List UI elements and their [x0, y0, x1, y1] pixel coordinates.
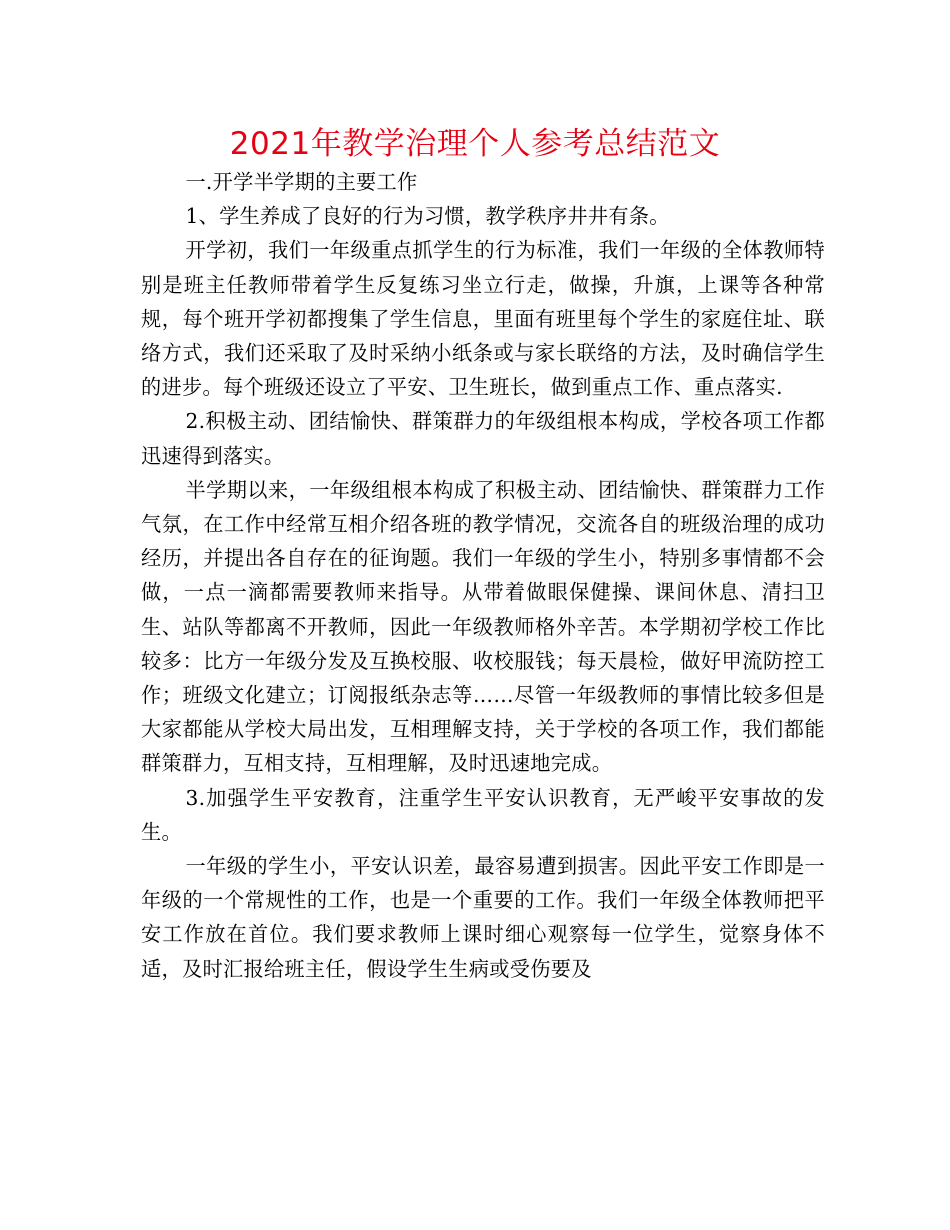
document-title: 2021年教学治理个人参考总结范文 [229, 126, 721, 162]
paragraph: 1、学生养成了良好的行为习惯，教学秩序井井有条。 [185, 204, 670, 229]
paragraph: 开学初，我们一年级重点抓学生的行为标准，我们一年级的全体教师特别是班主任教师带着学生反复练习坐立行走，做操，升旗，上课等各种常规，每个班开学初都搜集了学生信息，里面有班里每个学生的家庭住址、联络方式，我们还采取了及时采纳小纸条或与家长联络的方法，及时确信学生的进步。每个班级还设立了平安、卫生班长，做到重点工作、重点落实. [141, 238, 825, 400]
paragraph: 3.加强学生平安教育，注重学生平安认识教育，无严峻平安事故的发生。 [141, 785, 825, 844]
paragraph: 2.积极主动、团结愉快、群策群力的年级组根本构成，学校各项工作都迅速得到落实。 [141, 409, 825, 468]
paragraph: 半学期以来，一年级组根本构成了积极主动、团结愉快、群策群力工作气氛，在工作中经常互相介绍各班的教学情况，交流各自的班级治理的成功经历，并提出各自存在的征询题。我们一年级的学生小，特别多事情都不会做，一点一滴都需要教师来指导。从带着做眼保健操、课间休息、清扫卫生、站队等都离不开教师，因此一年级教师格外辛苦。本学期初学校工作比较多：比方一年级分发及互换校服、收校服钱；每天晨检，做好甲流防控工作；班级文化建立；订阅报纸杂志等……尽管一年级教师的事情比较多但是大家都能从学校大局出发，互相理解支持，关于学校的各项工作，我们都能群策群力，互相支持，互相理解，及时迅速地完成。 [141, 477, 825, 776]
paragraph: 一年级的学生小，平安认识差，最容易遭到损害。因此平安工作即是一年级的一个常规性的工作，也是一个重要的工作。我们一年级全体教师把平安工作放在首位。我们要求教师上课时细心观察每一位学生，觉察身体不适，及时汇报给班主任，假设学生生病或受伤要及 [141, 854, 825, 981]
document-body [141, 165, 825, 986]
section-heading: 一.开学半学期的主要工作 [185, 170, 418, 194]
